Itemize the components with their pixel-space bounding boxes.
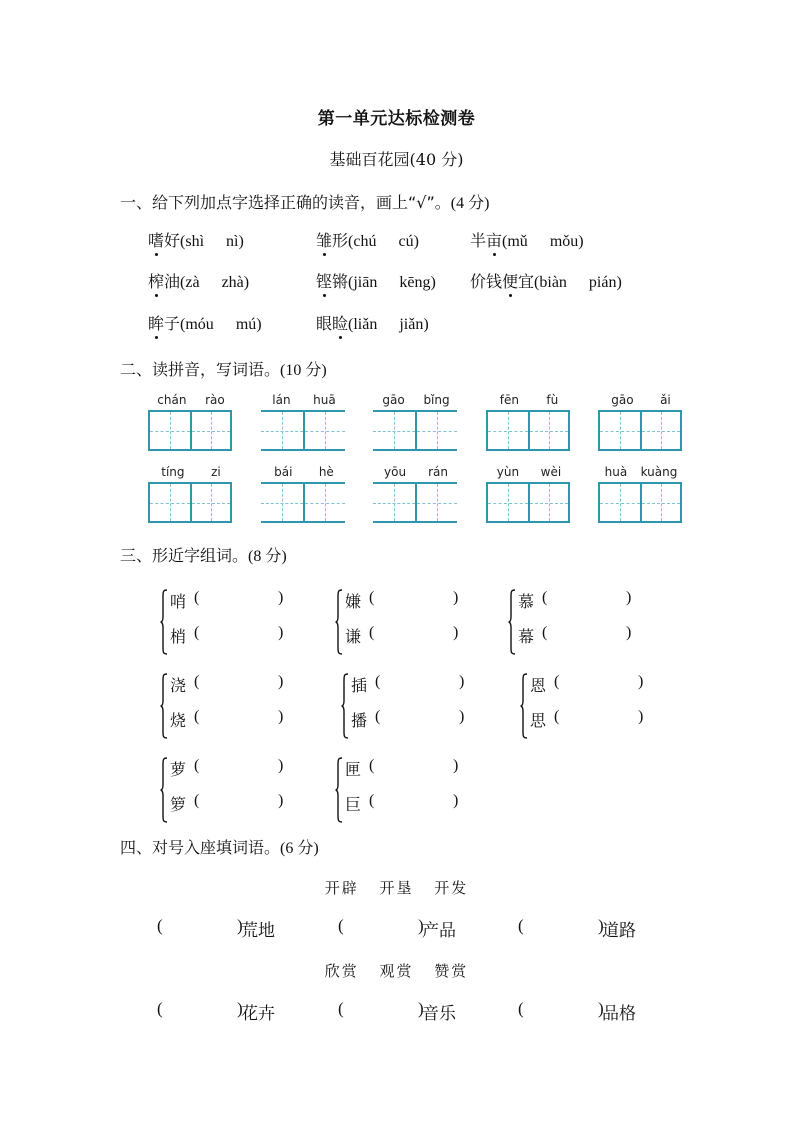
pinyin-labels xyxy=(598,392,684,408)
pinyin-labels xyxy=(261,392,347,408)
char-row xyxy=(170,624,284,647)
similar-char-pair xyxy=(160,587,310,657)
fill-blank-item xyxy=(157,999,297,1024)
word-bank-item: 开垦 xyxy=(379,879,414,897)
pinyin-writing-group xyxy=(261,392,347,451)
writing-grid xyxy=(261,482,347,523)
writing-cell[interactable] xyxy=(640,410,682,451)
word-suffix: 好 xyxy=(164,231,181,250)
paren-open: ( xyxy=(369,624,375,641)
section-2-heading-text: 二、读拼音，写词语。 xyxy=(120,360,281,379)
fill-blank-item xyxy=(157,916,297,941)
char-row xyxy=(530,708,644,731)
writing-cell[interactable] xyxy=(303,482,345,523)
section-2-points: (10 分) xyxy=(280,362,327,379)
writing-grid xyxy=(598,482,684,523)
paren-open: ( xyxy=(194,757,200,774)
paren-open: ( xyxy=(554,708,560,725)
char-row xyxy=(345,792,459,815)
writing-cell[interactable] xyxy=(303,410,345,451)
pinyin-labels xyxy=(148,392,234,408)
word-prefix: 眼 xyxy=(316,314,333,333)
char: 思 xyxy=(530,711,547,730)
brace-icon xyxy=(520,673,528,739)
pinyin-option-b[interactable]: mǒu xyxy=(549,233,579,250)
char: 播 xyxy=(351,711,368,730)
writing-cell[interactable] xyxy=(415,482,457,523)
word-suffix: 形 xyxy=(332,231,349,250)
pinyin-option-b[interactable]: zhà xyxy=(221,274,244,291)
char: 萝 xyxy=(170,760,187,779)
target-word: 品格 xyxy=(602,1004,636,1024)
section-4-points: (6 分) xyxy=(280,840,319,857)
pronunciation-item: 眸子(móu mú) xyxy=(148,311,262,334)
writing-cell[interactable] xyxy=(190,482,232,523)
target-word: 花卉 xyxy=(241,1004,275,1024)
pronunciation-item: 雏形(chú cú) xyxy=(316,228,419,251)
paren-open: ( xyxy=(375,673,381,690)
pronunciation-item: 铿锵(jiān kēng) xyxy=(316,269,436,292)
writing-grid xyxy=(486,410,572,451)
dotted-char: 睑 xyxy=(332,311,348,334)
paren-close: ) xyxy=(598,916,604,935)
pinyin-labels xyxy=(598,464,684,480)
char: 箩 xyxy=(170,795,187,814)
word-bank-item: 观赏 xyxy=(379,962,414,980)
fill-blank-item xyxy=(338,916,478,941)
similar-char-pair xyxy=(341,671,491,741)
pinyin-labels xyxy=(148,464,234,480)
pinyin-option-a[interactable]: móu xyxy=(185,316,214,333)
char-row xyxy=(351,708,465,731)
pinyin-syllable: hè xyxy=(318,465,334,479)
writing-grid xyxy=(261,410,347,451)
similar-char-pair xyxy=(160,755,310,825)
section-3-heading-text: 三、形近字组词。 xyxy=(120,546,249,565)
pronunciation-item: 半亩(mǔ mǒu) xyxy=(470,228,584,251)
pinyin-option-b[interactable]: jiǎn xyxy=(399,316,424,333)
paren-close: ) xyxy=(237,999,243,1018)
char: 谦 xyxy=(345,627,362,646)
char-row xyxy=(351,673,465,696)
word-bank-2 xyxy=(0,960,793,981)
writing-grid xyxy=(373,410,459,451)
dotted-char: 便 xyxy=(502,269,518,292)
fill-blank-item xyxy=(518,916,658,941)
char-row xyxy=(170,589,284,612)
char: 插 xyxy=(351,676,368,695)
paren-close: ) xyxy=(278,589,284,606)
page-title: 第一单元达标检测卷 xyxy=(317,109,476,129)
paren-close: ) xyxy=(626,589,632,606)
pronunciation-item: 嗜好(shì nì) xyxy=(148,228,244,251)
paren-close: ) xyxy=(453,792,459,809)
pinyin-syllable: zi xyxy=(211,465,221,479)
paren-open: ( xyxy=(375,708,381,725)
char-row xyxy=(345,757,459,780)
pinyin-syllable: gāo xyxy=(382,393,405,407)
brace-icon xyxy=(160,673,168,739)
word-prefix: 半 xyxy=(470,231,487,250)
fill-blank-item xyxy=(338,999,478,1024)
word-bank-1 xyxy=(0,877,793,898)
section-1-points: (4 分) xyxy=(450,195,490,212)
pinyin-syllable: yùn xyxy=(496,465,520,479)
pinyin-writing-group xyxy=(261,464,347,523)
paren-open: ( xyxy=(194,673,200,690)
pinyin-writing-group xyxy=(373,464,459,523)
writing-cell[interactable] xyxy=(373,482,415,523)
writing-cell[interactable] xyxy=(148,482,190,523)
pinyin-labels xyxy=(373,392,459,408)
word-bank-item: 开辟 xyxy=(324,879,359,897)
dotted-char: 榨 xyxy=(148,269,164,292)
word-bank-item: 欣赏 xyxy=(324,962,359,980)
paren-close: ) xyxy=(638,708,644,725)
char: 梢 xyxy=(170,627,187,646)
paren-close: ) xyxy=(459,708,465,725)
pinyin-syllable: gāo xyxy=(611,393,634,407)
pinyin-labels xyxy=(373,464,459,480)
paren-close: ) xyxy=(638,673,644,690)
section-3-heading xyxy=(120,543,287,566)
paren-close: ) xyxy=(453,624,459,641)
paren-close: ) xyxy=(278,673,284,690)
pinyin-syllable: wèi xyxy=(540,465,562,479)
char-row xyxy=(170,757,284,780)
target-word: 音乐 xyxy=(422,1004,456,1024)
writing-cell[interactable] xyxy=(598,410,640,451)
char-row xyxy=(345,624,459,647)
paren-open: ( xyxy=(157,916,163,935)
paren-close: ) xyxy=(418,916,424,935)
section-4-heading xyxy=(120,835,319,858)
brace-icon xyxy=(335,589,343,655)
brace-icon xyxy=(508,589,516,655)
dotted-char: 雏 xyxy=(316,228,332,251)
char-row xyxy=(345,589,459,612)
writing-grid xyxy=(148,482,234,523)
pinyin-option-a[interactable]: shì xyxy=(185,233,205,250)
writing-cell[interactable] xyxy=(261,482,303,523)
paren-close: ) xyxy=(453,757,459,774)
pronunciation-item: 价钱便宜(biàn pián) xyxy=(470,269,622,292)
char: 慕 xyxy=(518,592,535,611)
similar-char-pair xyxy=(335,587,485,657)
pinyin-syllable: huā xyxy=(313,393,336,407)
paren-open: ( xyxy=(518,916,524,935)
paren-open: ( xyxy=(194,589,200,606)
word-suffix: 宜 xyxy=(518,272,535,291)
word-suffix: 油 xyxy=(164,272,181,291)
paren-open: ( xyxy=(194,708,200,725)
pinyin-writing-group xyxy=(373,392,459,451)
pinyin-writing-group xyxy=(486,392,572,451)
char-row xyxy=(518,624,632,647)
pinyin-option-b[interactable]: kēng xyxy=(399,274,431,291)
paren-close: ) xyxy=(459,673,465,690)
paren-open: ( xyxy=(554,673,560,690)
writing-grid xyxy=(486,482,572,523)
pinyin-writing-group xyxy=(486,464,572,523)
paren-open: ( xyxy=(338,916,344,935)
char: 烧 xyxy=(170,711,187,730)
brace-icon xyxy=(160,589,168,655)
paren-open: ( xyxy=(157,999,163,1018)
pinyin-option-a[interactable]: zà xyxy=(185,274,200,291)
writing-cell[interactable] xyxy=(486,410,528,451)
paren-open: ( xyxy=(194,624,200,641)
word-bank-item: 赞赏 xyxy=(434,962,469,980)
writing-cell[interactable] xyxy=(486,482,528,523)
pinyin-writing-group xyxy=(598,392,684,451)
writing-cell[interactable] xyxy=(190,410,232,451)
dotted-char: 亩 xyxy=(486,228,502,251)
section-2-heading xyxy=(120,357,327,380)
section-1-heading xyxy=(120,190,489,213)
pinyin-option-b[interactable]: mú xyxy=(235,316,257,333)
pinyin-labels xyxy=(486,464,572,480)
pinyin-syllable: fù xyxy=(546,393,559,407)
pinyin-labels xyxy=(486,392,572,408)
paren-open: ( xyxy=(542,624,548,641)
paren-open: ( xyxy=(369,589,375,606)
dotted-char: 铿 xyxy=(316,269,332,292)
pinyin-option-b[interactable]: cú xyxy=(398,233,414,250)
pinyin-syllable: rào xyxy=(205,393,225,407)
writing-cell[interactable] xyxy=(528,410,570,451)
pinyin-option-b[interactable]: pián xyxy=(588,274,617,291)
writing-cell[interactable] xyxy=(261,410,303,451)
char: 哨 xyxy=(170,592,187,611)
similar-char-pair xyxy=(160,671,310,741)
paren-open: ( xyxy=(542,589,548,606)
section-4-heading-text: 四、对号入座填词语。 xyxy=(120,838,281,857)
writing-grid xyxy=(598,410,684,451)
paren-close: ) xyxy=(278,624,284,641)
writing-grid xyxy=(148,410,234,451)
paren-open: ( xyxy=(369,757,375,774)
char-row xyxy=(530,673,644,696)
pinyin-option-b[interactable]: nì xyxy=(226,233,239,250)
char-row xyxy=(170,792,284,815)
pinyin-option-a[interactable]: chú xyxy=(353,233,377,250)
target-word: 道路 xyxy=(602,921,636,941)
paren-close: ) xyxy=(278,708,284,725)
writing-cell[interactable] xyxy=(528,482,570,523)
paren-close: ) xyxy=(598,999,604,1018)
pinyin-syllable: tíng xyxy=(161,465,185,479)
pinyin-option-a[interactable]: mǔ xyxy=(507,233,528,250)
brace-icon xyxy=(160,757,168,823)
pinyin-option-a[interactable]: biàn xyxy=(539,274,567,291)
dotted-char: 眸 xyxy=(148,311,164,334)
word-suffix: 子 xyxy=(164,314,181,333)
paren-open: ( xyxy=(338,999,344,1018)
word-bank-item: 开发 xyxy=(434,879,469,897)
pinyin-writing-group xyxy=(148,392,234,451)
paren-close: ) xyxy=(453,589,459,606)
pinyin-syllable: kuàng xyxy=(640,465,678,479)
pinyin-option-a[interactable]: jiān xyxy=(353,274,378,291)
pinyin-labels xyxy=(261,464,347,480)
fill-blank-item xyxy=(518,999,658,1024)
paren-close: ) xyxy=(278,757,284,774)
paren-open: ( xyxy=(518,999,524,1018)
char: 浇 xyxy=(170,676,187,695)
writing-cell[interactable] xyxy=(415,410,457,451)
pinyin-syllable: bǐng xyxy=(423,393,450,407)
word-prefix: 价钱 xyxy=(470,272,503,291)
similar-char-pair xyxy=(508,587,658,657)
target-word: 产品 xyxy=(422,921,456,941)
pinyin-syllable: rán xyxy=(428,465,448,479)
char: 恩 xyxy=(530,676,547,695)
pinyin-writing-group xyxy=(148,464,234,523)
similar-char-pair xyxy=(335,755,485,825)
pinyin-syllable: lán xyxy=(272,393,291,407)
pinyin-writing-group xyxy=(598,464,684,523)
paren-close: ) xyxy=(418,999,424,1018)
writing-cell[interactable] xyxy=(148,410,190,451)
paren-close: ) xyxy=(626,624,632,641)
pronunciation-item: 榨油(zà zhà) xyxy=(148,269,249,292)
pinyin-option-a[interactable]: liǎn xyxy=(353,316,378,333)
section-3-points: (8 分) xyxy=(248,548,287,565)
brace-icon xyxy=(341,673,349,739)
dotted-char: 嗜 xyxy=(148,228,164,251)
char: 幕 xyxy=(518,627,535,646)
writing-grid xyxy=(373,482,459,523)
page-subtitle: 基础百花园(40 分) xyxy=(329,150,464,169)
pronunciation-item: 眼睑(liǎn jiǎn) xyxy=(316,311,429,334)
pinyin-syllable: ǎi xyxy=(660,393,671,407)
pinyin-syllable: yōu xyxy=(384,465,407,479)
word-suffix: 锵 xyxy=(332,272,349,291)
pinyin-syllable: fēn xyxy=(499,393,519,407)
char: 巨 xyxy=(345,795,362,814)
char-row xyxy=(170,673,284,696)
writing-cell[interactable] xyxy=(373,410,415,451)
brace-icon xyxy=(335,757,343,823)
pinyin-syllable: huà xyxy=(604,465,628,479)
target-word: 荒地 xyxy=(241,921,275,941)
paren-open: ( xyxy=(194,792,200,809)
writing-cell[interactable] xyxy=(598,482,640,523)
char-row xyxy=(518,589,632,612)
char: 嫌 xyxy=(345,592,362,611)
paren-close: ) xyxy=(278,792,284,809)
pinyin-syllable: bái xyxy=(274,465,293,479)
char: 匣 xyxy=(345,760,362,779)
paren-close: ) xyxy=(237,916,243,935)
pinyin-syllable: chán xyxy=(157,393,187,407)
char-row xyxy=(170,708,284,731)
section-1-heading-text: 一、给下列加点字选择正确的读音，画上“√”。 xyxy=(120,193,451,212)
writing-cell[interactable] xyxy=(640,482,682,523)
paren-open: ( xyxy=(369,792,375,809)
similar-char-pair xyxy=(520,671,670,741)
